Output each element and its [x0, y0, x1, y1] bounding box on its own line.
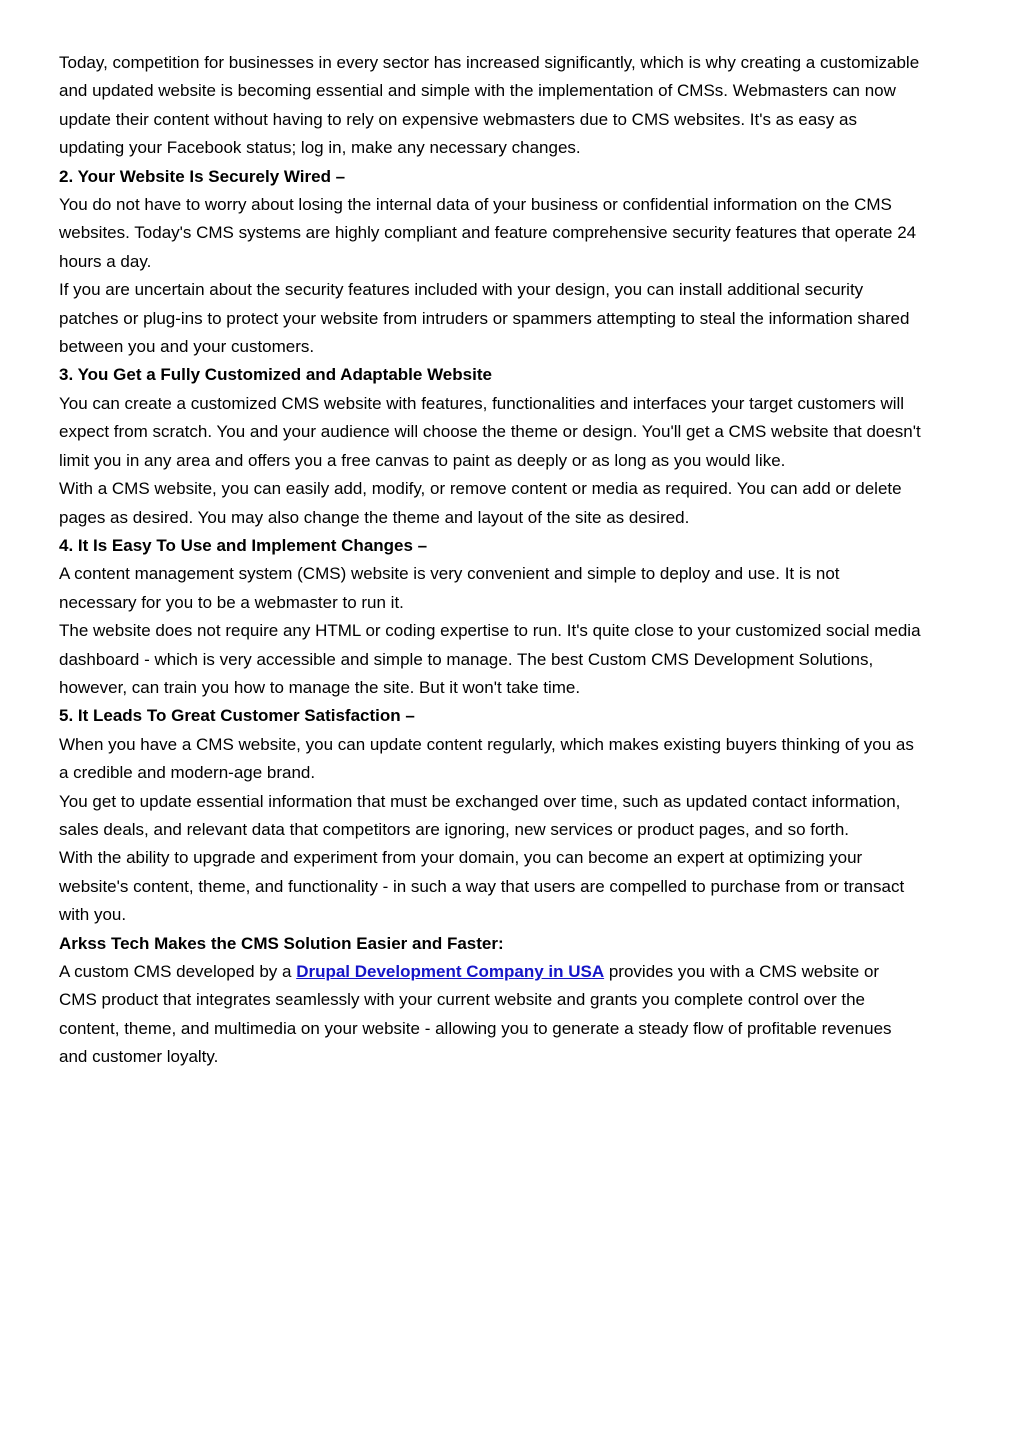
- drupal-development-company-link[interactable]: Drupal Development Company in USA: [296, 962, 605, 981]
- paragraph-line: With a CMS website, you can easily add, modify, or remove content or media as required. You can add or delete: [59, 479, 902, 499]
- paragraph-line: With the ability to upgrade and experiment from your domain, you can become an expert at optimizing your: [59, 848, 863, 868]
- paragraph-line: If you are uncertain about the security features included with your design, you can install additional security: [59, 280, 864, 300]
- paragraph-line: with you.: [59, 905, 127, 925]
- link-line-before: A custom CMS developed by a: [59, 962, 297, 981]
- document-body: [59, 49, 984, 958]
- paragraph-line: A content management system (CMS) website is very convenient and simple to deploy and use. It is not: [59, 564, 840, 584]
- paragraph-line: When you have a CMS website, you can update content regularly, which makes existing buyers thinking of you as: [59, 734, 914, 754]
- section-heading: 4. It Is Easy To Use and Implement Changes –: [59, 535, 428, 555]
- paragraph-line: The website does not require any HTML or coding expertise to run. It's quite close to your customized social media: [59, 621, 921, 641]
- section-heading: Arkss Tech Makes the CMS Solution Easier and Faster:: [59, 933, 504, 953]
- link-paragraph-line: [59, 958, 984, 986]
- paragraph-line: between you and your customers.: [59, 337, 315, 357]
- paragraph-line: however, can train you how to manage the site. But it won't take time.: [59, 677, 581, 697]
- paragraph-line: and updated website is becoming essential and simple with the implementation of CMSs. Webmasters can now: [59, 81, 896, 101]
- paragraph-line: updating your Facebook status; log in, make any necessary changes.: [59, 138, 581, 158]
- paragraph-line: You can create a customized CMS website with features, functionalities and interfaces your target customers will: [59, 393, 905, 413]
- paragraph-line: patches or plug-ins to protect your website from intruders or spammers attempting to steal the information shared: [59, 308, 910, 328]
- paragraph-line: a credible and modern-age brand.: [59, 763, 316, 783]
- paragraph-line: Today, competition for businesses in every sector has increased significantly, which is why creating a customizable: [59, 53, 920, 72]
- section-heading: 2. Your Website Is Securely Wired –: [59, 166, 346, 186]
- paragraph-line: expect from scratch. You and your audience will choose the theme or design. You'll get a CMS website that doesn't: [59, 422, 921, 442]
- paragraph-line: and customer loyalty.: [59, 1047, 219, 1067]
- section-heading: 3. You Get a Fully Customized and Adaptable Website: [59, 365, 492, 385]
- paragraph-line: hours a day.: [59, 251, 152, 271]
- paragraph-line: You do not have to worry about losing the internal data of your business or confidential information on the CMS: [59, 195, 892, 215]
- paragraph-line: websites. Today's CMS systems are highly compliant and feature comprehensive security features that operate 24: [59, 223, 917, 243]
- closing-paragraph: [59, 986, 984, 1071]
- paragraph-line: dashboard - which is very accessible and simple to manage. The best Custom CMS Development Solutions,: [59, 649, 874, 669]
- paragraph-line: limit you in any area and offers you a free canvas to paint as deeply or as long as you would like.: [59, 450, 786, 470]
- paragraph-line: sales deals, and relevant data that competitors are ignoring, new services or product pages, and so forth.: [59, 819, 850, 839]
- link-line-after: provides you with a CMS website or: [604, 962, 880, 981]
- paragraph-line: content, theme, and multimedia on your website - allowing you to generate a steady flow of profitable revenues: [59, 1018, 892, 1038]
- paragraph-line: update their content without having to rely on expensive webmasters due to CMS websites. It's as easy as: [59, 109, 857, 129]
- paragraph-line: You get to update essential information that must be exchanged over time, such as updated contact information,: [59, 791, 901, 811]
- paragraph-line: necessary for you to be a webmaster to run it.: [59, 592, 404, 612]
- paragraph-line: website's content, theme, and functionality - in such a way that users are compelled to purchase from or transact: [59, 876, 905, 896]
- section-heading: 5. It Leads To Great Customer Satisfaction –: [59, 706, 415, 726]
- paragraph-line: pages as desired. You may also change the theme and layout of the site as desired.: [59, 507, 690, 527]
- paragraph-line: CMS product that integrates seamlessly with your current website and grants you complete control over the: [59, 990, 865, 1010]
